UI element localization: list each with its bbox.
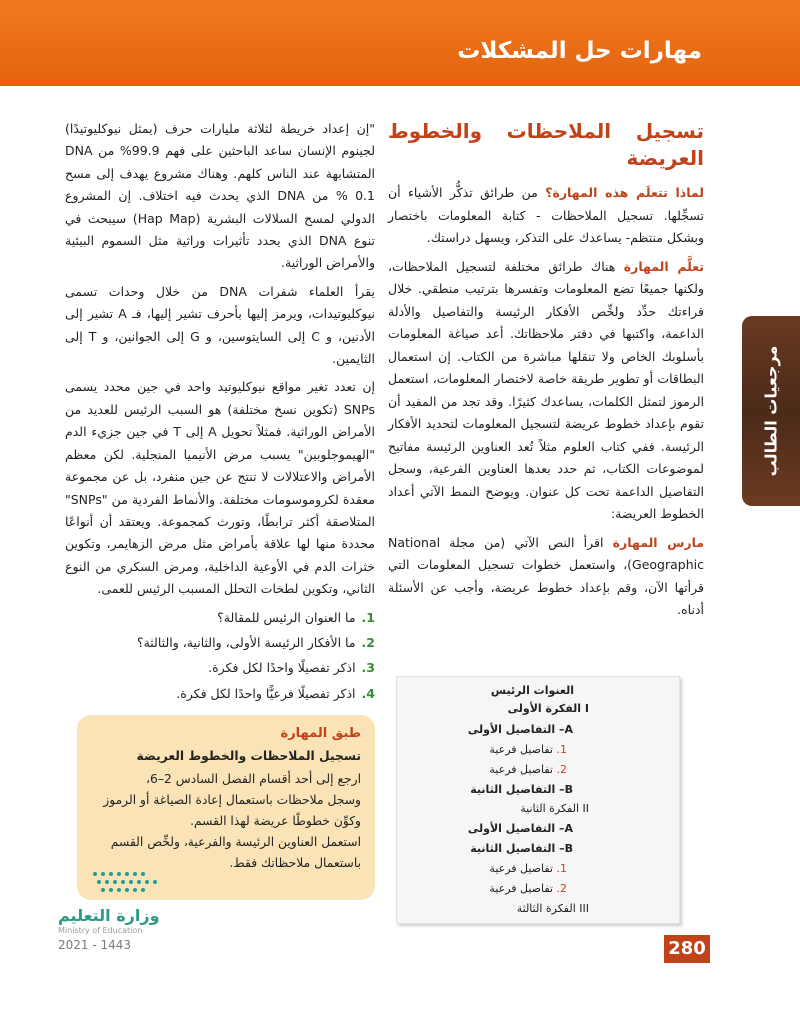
question-text: اذكر تفصيلًا واحدًا لكل فكرة.: [208, 660, 356, 676]
outline-heading: العنوات الرئيس: [490, 684, 574, 697]
learn-lead: تعلَّم المهارة: [623, 258, 705, 274]
why-text: من طرائق تذكُّر الأشياء أن تسجِّلها. تسجيل الملاحظات - كتابة المعلومات باختصار وبشكل منتظم- يساعدك على التذكر، ويسهل دراستك.: [388, 185, 704, 245]
learn-paragraph: [388, 256, 704, 526]
practice-paragraph: [388, 532, 704, 622]
header-bar: [0, 0, 800, 86]
outline-sub-3: [489, 861, 567, 877]
outline-sub-1-num: 1.: [556, 743, 567, 756]
ministry-logo: [58, 906, 160, 954]
article-para-1: "إن إعداد خريطة لثلاثة مليارات حرف (يمثل نيوكليوتيدًا) لجينوم الإنسان ساعد الباحثين على فهم 99.9% من DNA المتشابهة عند الناس كلهم. وهناك مشروع يهدف إلى مسح 0.1 % من DNA الذي يحدث فيه اختلاف. إن المشروع الدولي لمسح السلالات البشرية (Hap Map) سيبحث في تنوع DNA الذي يحدد تأثيرات وراثية مثل السموم البيئية والأمراض الوراثية.: [65, 121, 376, 271]
outline-idea-2: II الفكرة الثانية: [520, 802, 589, 815]
decorative-dots-icon: [91, 870, 161, 894]
question-text: اذكر تفصيلًا فرعيًّا واحدًا لكل فكرة.: [176, 685, 356, 701]
apply-line-4: استعمل العناوين الرئيسة والفرعية، ولخِّص القسم: [110, 835, 361, 849]
right-column: [388, 118, 704, 628]
question-number: 2.: [361, 634, 375, 650]
practice-lead: مارس المهارة: [612, 534, 705, 550]
question-number: 1.: [361, 609, 375, 625]
outline-sub-4: [489, 881, 567, 897]
apply-title: طبق المهارة: [280, 726, 361, 741]
outline-sub-2: [489, 762, 567, 778]
outline-idea-3: III الفكرة الثالثة: [516, 902, 589, 915]
left-column: [65, 118, 375, 708]
practice-text: اقرأ النص الآتي (من مجلة National Geographic)، واستعمل خطوات تسجيل المعلومات التي قرأتها الآن، وقم بإعداد خطوط عريضة، وأجب عن الأسئلة أدناه.: [388, 534, 704, 617]
apply-skill-box: [77, 715, 375, 900]
outline-detail-1b: B– التفاصيل الثانية: [470, 783, 573, 796]
outline-sub-3-label: تفاصيل فرعية: [489, 862, 553, 875]
apply-line-1: ارجع إلى أحد أقسام الفصل السادس 2–6،: [146, 772, 361, 786]
outline-sub-3-num: 1.: [556, 862, 567, 875]
apply-subtitle: تسجيل الملاحظات والخطوط العريضة: [136, 749, 361, 763]
article-para-3: إن تعدد تغير مواقع نيوكليوتيد واحد في جين محدد يسمى SNPs (تكوين نسخ مختلفة) هو السبب الرئيس للعديد من الأمراض الوراثية. فمثلاً تحويل A إلى T في جين جزيء الدم "الهيموجلوبين" يسبب مرض الأنيميا المنجلية. لكن معظم الأمراض والاعتلالات لا تنتج عن جين منفرد، بل عن مجموعة معقدة لكروموسومات مختلفة. والأنماط الفردية من "SNPs" المتلاصقة أكثر ترابطًا، وتورث كمجموعة. ويعتقد أن أنواعًا محددة منها لها علاقة بأمراض مثل مرض الزهايمر، وتكوين خثرات الدم في الأوعية الداخلية، ومرض السكري من النوع الثاني، وتكوين لطخات التحلل المسبب الرئيس للعمى.: [65, 379, 375, 597]
outline-detail-1a: A– التفاصيل الأولى: [467, 723, 573, 736]
question-number: 3.: [361, 660, 375, 676]
outline-box: [396, 676, 680, 924]
outline-sub-2-num: 2.: [556, 763, 567, 776]
page-number: 280: [664, 935, 710, 963]
outline-sub-1-label: تفاصيل فرعية: [489, 743, 553, 756]
question-item: [65, 632, 375, 654]
outline-sub-1: [489, 742, 567, 758]
edition-year: 2021 - 1443: [58, 938, 132, 952]
article-para-2: يقرأ العلماء شفرات DNA من خلال وحدات تسمى نيوكليوتيدات، ويرمز إليها بأحرف تشير إليها، فـ A تشير إلى الأدنين، و C إلى السايتوسين، و G إلى الجوانين، و T إلى الثايمين.: [65, 283, 375, 367]
ministry-name-ar: وزارة التعليم: [58, 906, 160, 925]
why-lead: لماذا تتعلَم هذه المهارة؟: [545, 185, 704, 200]
questions-list: [65, 607, 375, 706]
question-item: [65, 607, 375, 629]
question-text: ما العنوان الرئيس للمقالة؟: [217, 609, 356, 625]
outline-sub-4-label: تفاصيل فرعية: [489, 882, 553, 895]
page-header-title: مهارات حل المشكلات: [457, 38, 702, 64]
section-title: تسجيل الملاحظات والخطوط العريضة: [388, 119, 704, 170]
question-text: ما الأفكار الرئيسة الأولى، والثانية، والثالثة؟: [136, 634, 356, 650]
outline-idea-1: I الفكرة الأولى: [507, 702, 589, 715]
outline-sub-2-label: تفاصيل فرعية: [489, 763, 553, 776]
outline-detail-2a: A– التفاصيل الأولى: [467, 822, 573, 835]
apply-line-2: وسجل ملاحظات باستعمال إعادة الصياغة أو الرموز: [103, 793, 361, 807]
question-item: [65, 657, 375, 679]
learn-text: هناك طرائق مختلفة لتسجيل الملاحظات، ولكنها جميعًا تضع المعلومات وتفسرها بترتيب منطقي. خلال قراءتك حدِّد ولخِّص الأفكار الرئيسة والتفاصيل والأدلة الداعمة، واكتبها في دفتر ملاحظاتك. أعد صياغة المعلومات بأسلوبك الخاص ولا تنقلها مباشرة من الكتاب. إن استعمال البطاقات أو تطوير طريقة خاصة لاختصار المعلومات، استعمل الرموز لتمثل الكلمات، يساعدك كثيرًا. وقد تجد من المفيد أن تقوم بإعداد خطوط عريضة لتسجيل المعلومات لتحديد الأفكار الرئيسة. ففي كتاب العلوم مثلاً تُعد العناوين الرئيسة مفاتيح لموضوعات الكتاب، ثم حدد بعدها العناوين الفرعية، وسجل التفاصيل الداعمة تحت كل عنوان. ويوضح النمط الآتي أعداد الخطوط العريضة:: [388, 258, 704, 521]
outline-detail-2b: B– التفاصيل الثانية: [470, 842, 573, 855]
side-tab[interactable]: [742, 316, 800, 506]
why-paragraph: [388, 182, 704, 250]
ministry-name-en: Ministry of Education: [58, 926, 143, 935]
question-number: 4.: [361, 685, 375, 701]
side-tab-label: مرجعيات الطالب: [761, 345, 781, 477]
outline-sub-4-num: 2.: [556, 882, 567, 895]
question-item: [65, 683, 375, 705]
apply-line-3: وكوِّن خطوطًا عريضة لهذا القسم.: [190, 814, 361, 828]
apply-line-5: باستعمال ملاحظاتك فقط.: [229, 856, 361, 870]
